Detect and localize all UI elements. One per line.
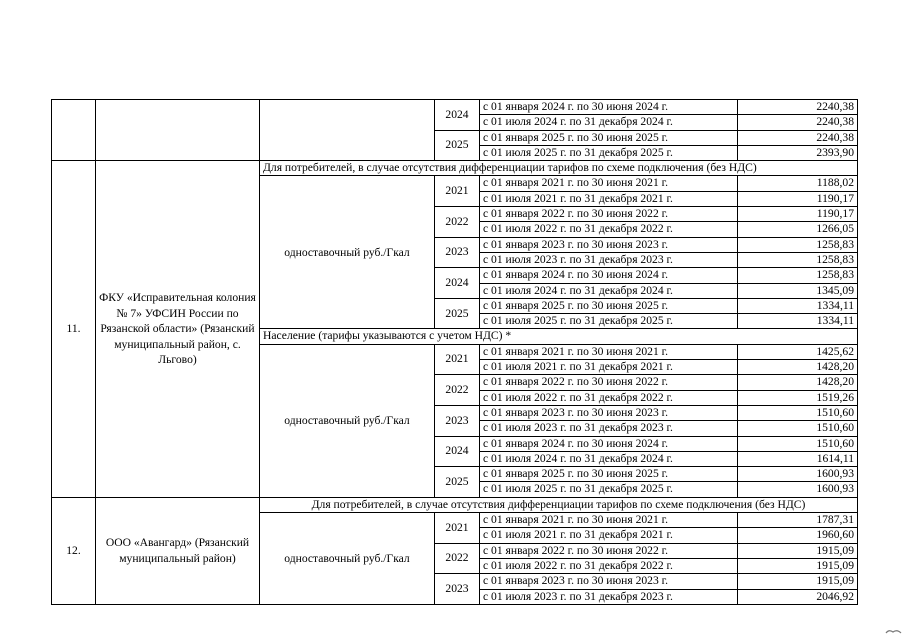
period-cell: с 01 июля 2025 г. по 31 декабря 2025 г.: [480, 145, 738, 160]
section-title: Население (тарифы указываются с учетом НДС) *: [260, 329, 858, 344]
value-cell: 1258,83: [738, 237, 858, 252]
value-cell: 1428,20: [738, 360, 858, 375]
value-cell: 2046,92: [738, 589, 858, 604]
period-cell: с 01 января 2021 г. по 30 июня 2021 г.: [480, 176, 738, 191]
value-cell: 1960,60: [738, 528, 858, 543]
year-cell: 2021: [435, 513, 480, 544]
period-cell: с 01 июля 2022 г. по 31 декабря 2022 г.: [480, 558, 738, 573]
period-cell: с 01 января 2021 г. по 30 июня 2021 г.: [480, 513, 738, 528]
period-cell: с 01 января 2025 г. по 30 июня 2025 г.: [480, 130, 738, 145]
year-cell: 2023: [435, 405, 480, 436]
year-cell: 2022: [435, 375, 480, 406]
tariff-type: одноставочный руб./Гкал: [260, 513, 435, 605]
page-edge-mark: [885, 628, 903, 634]
tariff-table-body: [52, 100, 858, 605]
period-cell: с 01 июля 2021 г. по 31 декабря 2021 г.: [480, 528, 738, 543]
period-cell: с 01 января 2023 г. по 30 июня 2023 г.: [480, 405, 738, 420]
period-cell: с 01 января 2022 г. по 30 июня 2022 г.: [480, 207, 738, 222]
value-cell: 2240,38: [738, 100, 858, 115]
number-cell: [52, 100, 96, 161]
year-cell: 2023: [435, 237, 480, 268]
value-cell: 1190,17: [738, 207, 858, 222]
year-cell: 2025: [435, 467, 480, 498]
value-cell: 1266,05: [738, 222, 858, 237]
value-cell: 1614,11: [738, 451, 858, 466]
period-cell: с 01 июля 2023 г. по 31 декабря 2023 г.: [480, 589, 738, 604]
value-cell: 1190,17: [738, 191, 858, 206]
entry-number: 11.: [52, 161, 96, 498]
value-cell: 1425,62: [738, 344, 858, 359]
period-cell: с 01 января 2023 г. по 30 июня 2023 г.: [480, 237, 738, 252]
value-cell: 1600,93: [738, 467, 858, 482]
period-cell: с 01 января 2025 г. по 30 июня 2025 г.: [480, 298, 738, 313]
period-cell: с 01 января 2022 г. по 30 июня 2022 г.: [480, 375, 738, 390]
period-cell: с 01 января 2022 г. по 30 июня 2022 г.: [480, 543, 738, 558]
value-cell: 2240,38: [738, 115, 858, 130]
value-cell: 2393,90: [738, 145, 858, 160]
year-cell: 2021: [435, 344, 480, 375]
value-cell: 1428,20: [738, 375, 858, 390]
value-cell: 1915,09: [738, 574, 858, 589]
year-cell: 2022: [435, 543, 480, 574]
period-cell: с 01 января 2021 г. по 30 июня 2021 г.: [480, 344, 738, 359]
tariff-type: одноставочный руб./Гкал: [260, 344, 435, 497]
year-cell: 2025: [435, 130, 480, 161]
value-cell: 2240,38: [738, 130, 858, 145]
year-cell: 2024: [435, 268, 480, 299]
period-cell: с 01 января 2024 г. по 30 июня 2024 г.: [480, 268, 738, 283]
year-cell: 2021: [435, 176, 480, 207]
table-row: [52, 497, 858, 512]
period-cell: с 01 января 2024 г. по 30 июня 2024 г.: [480, 100, 738, 115]
value-cell: 1519,26: [738, 390, 858, 405]
value-cell: 1915,09: [738, 558, 858, 573]
organization-name: ООО «Авангард» (Рязанский муниципальный район): [96, 497, 260, 604]
value-cell: 1787,31: [738, 513, 858, 528]
value-cell: 1510,60: [738, 421, 858, 436]
period-cell: с 01 января 2025 г. по 30 июня 2025 г.: [480, 467, 738, 482]
value-cell: 1510,60: [738, 405, 858, 420]
section-title: Для потребителей, в случае отсутствия дифференциации тарифов по схеме подключения (без НДС): [260, 497, 858, 512]
section-title: Для потребителей, в случае отсутствия дифференциации тарифов по схеме подключения (без НДС): [260, 161, 858, 176]
tariff-table: [51, 99, 858, 605]
year-cell: 2024: [435, 436, 480, 467]
value-cell: 1334,11: [738, 298, 858, 313]
period-cell: с 01 июля 2021 г. по 31 декабря 2021 г.: [480, 191, 738, 206]
value-cell: 1258,83: [738, 268, 858, 283]
period-cell: с 01 июля 2023 г. по 31 декабря 2023 г.: [480, 421, 738, 436]
value-cell: 1258,83: [738, 252, 858, 267]
value-cell: 1600,93: [738, 482, 858, 497]
table-row: [52, 161, 858, 176]
period-cell: с 01 июля 2022 г. по 31 декабря 2022 г.: [480, 390, 738, 405]
value-cell: 1345,09: [738, 283, 858, 298]
table-row: [52, 100, 858, 115]
year-cell: 2023: [435, 574, 480, 605]
entry-number: 12.: [52, 497, 96, 604]
tariff-cell: [260, 100, 435, 161]
year-cell: 2025: [435, 298, 480, 329]
period-cell: с 01 июля 2023 г. по 31 декабря 2023 г.: [480, 252, 738, 267]
period-cell: с 01 июля 2024 г. по 31 декабря 2024 г.: [480, 115, 738, 130]
value-cell: 1334,11: [738, 314, 858, 329]
year-cell: 2024: [435, 100, 480, 131]
period-cell: с 01 июля 2025 г. по 31 декабря 2025 г.: [480, 314, 738, 329]
period-cell: с 01 июля 2024 г. по 31 декабря 2024 г.: [480, 283, 738, 298]
period-cell: с 01 июля 2024 г. по 31 декабря 2024 г.: [480, 451, 738, 466]
organization-cell: [96, 100, 260, 161]
period-cell: с 01 января 2023 г. по 30 июня 2023 г.: [480, 574, 738, 589]
tariff-type: одноставочный руб./Гкал: [260, 176, 435, 329]
value-cell: 1915,09: [738, 543, 858, 558]
period-cell: с 01 июля 2025 г. по 31 декабря 2025 г.: [480, 482, 738, 497]
organization-name: ФКУ «Исправительная колония № 7» УФСИН России по Рязанской области» (Рязанский муниципальный район, с. Льгово): [96, 161, 260, 498]
period-cell: с 01 июля 2022 г. по 31 декабря 2022 г.: [480, 222, 738, 237]
value-cell: 1510,60: [738, 436, 858, 451]
period-cell: с 01 июля 2021 г. по 31 декабря 2021 г.: [480, 360, 738, 375]
period-cell: с 01 января 2024 г. по 30 июня 2024 г.: [480, 436, 738, 451]
value-cell: 1188,02: [738, 176, 858, 191]
year-cell: 2022: [435, 207, 480, 238]
